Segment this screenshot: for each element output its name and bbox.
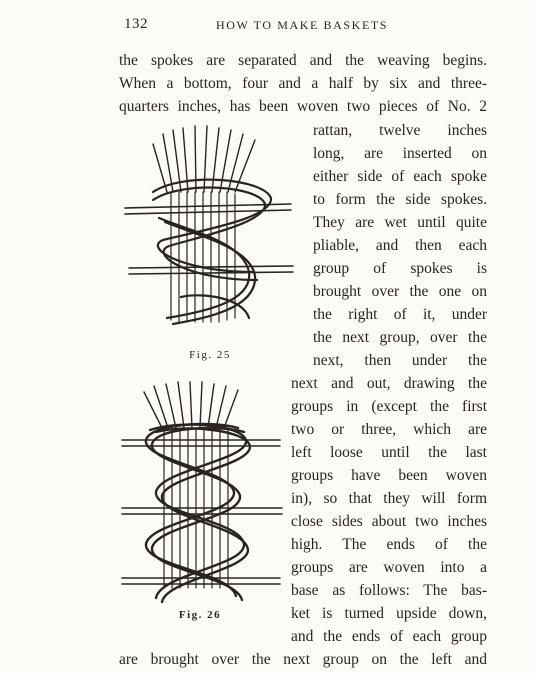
running-head: HOW TO MAKE BASKETS	[216, 18, 389, 32]
text-line: next and out, drawing the	[291, 375, 487, 392]
text-line: the spokes are separated and the weaving begins.	[119, 52, 487, 69]
text-line: groups have been woven	[291, 467, 487, 484]
figure-26-illustration	[120, 380, 285, 610]
text-line: either side of each spoke	[313, 168, 487, 185]
text-line: pliable, and then each	[313, 237, 487, 254]
text-line: groups are woven into a	[291, 559, 487, 576]
text-line: the next group, over the	[313, 329, 487, 346]
text-line: They are wet until quite	[313, 214, 487, 231]
text-line: brought over the one on	[313, 283, 487, 300]
text-line: next, then under the	[313, 352, 487, 369]
text-line: are brought over the next group on the left and	[119, 651, 487, 668]
text-line: left loose until the last	[291, 444, 487, 461]
text-line: groups in (except the first	[291, 398, 487, 415]
text-line: close sides about two inches	[291, 513, 487, 530]
text-line: to form the side spokes.	[313, 191, 487, 208]
page-header	[124, 16, 488, 36]
text-line: long, are inserted on	[313, 145, 487, 162]
text-line: ket is turned upside down,	[291, 605, 487, 622]
figure-25-illustration	[123, 122, 298, 347]
text-line: and the ends of each group	[291, 628, 487, 645]
page-number: 132	[124, 16, 148, 32]
text-line: base as follows: The bas-	[291, 582, 487, 599]
text-line: rattan, twelve inches	[313, 122, 487, 139]
text-line: When a bottom, four and a half by six and three-	[119, 75, 487, 92]
figure-25-caption: Fig. 25	[189, 349, 231, 361]
text-line: high. The ends of the	[291, 536, 487, 553]
text-line: the right of it, under	[313, 306, 487, 323]
figure-26-caption: Fig. 26	[178, 609, 222, 621]
text-line: two or three, which are	[291, 421, 487, 438]
text-line: group of spokes is	[313, 260, 487, 277]
text-line: in), so that they will form	[291, 490, 487, 507]
text-line: quarters inches, has been woven two pieces of No. 2	[119, 98, 487, 115]
